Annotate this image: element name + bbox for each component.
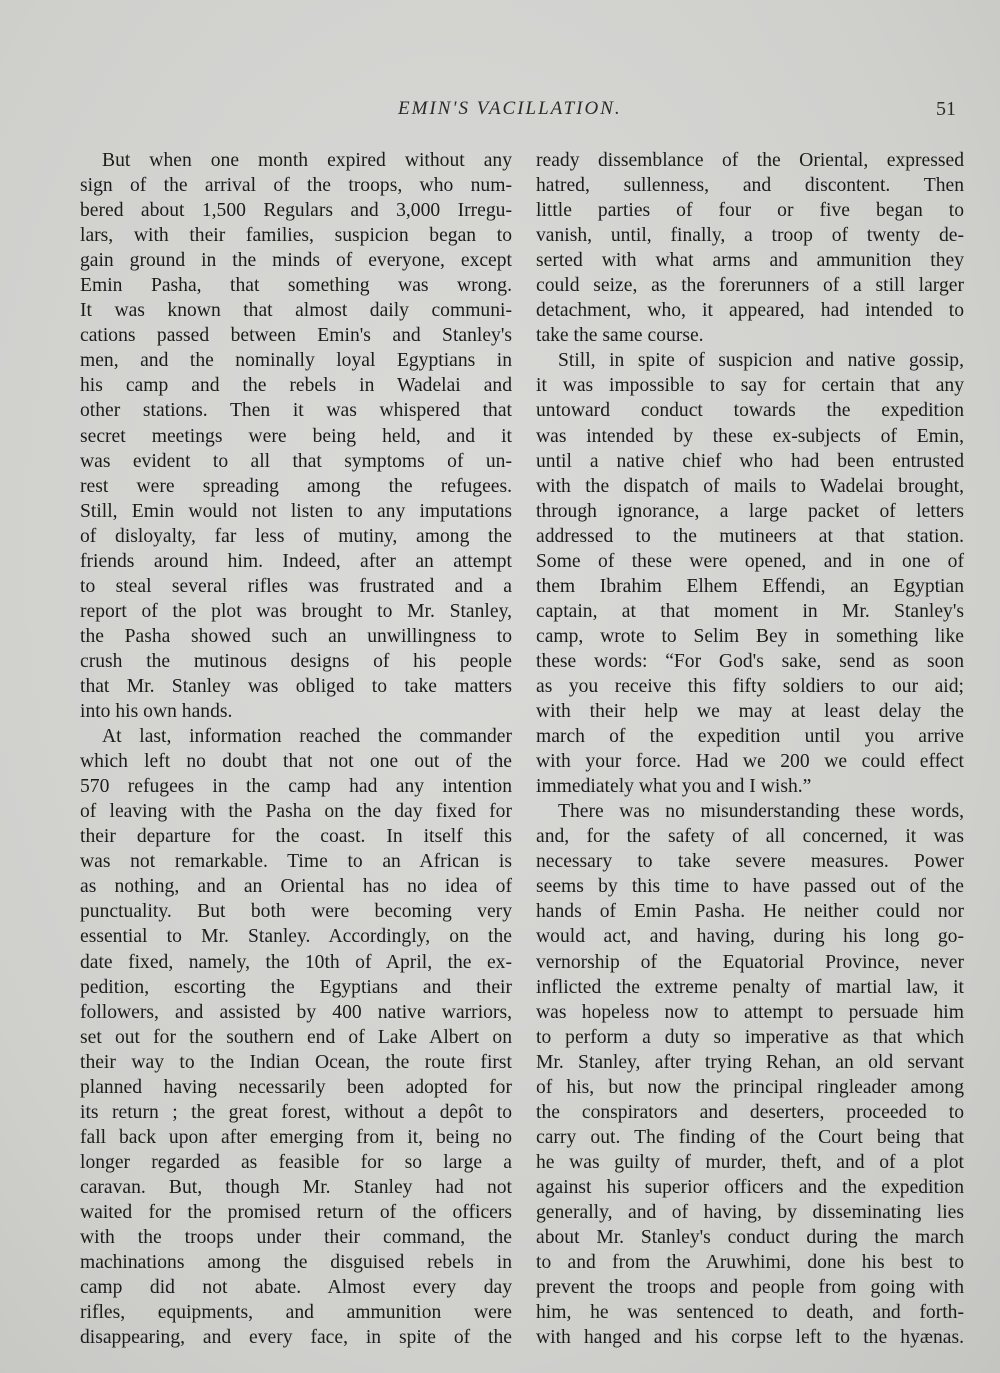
text-line: There was no misunderstanding these words, <box>558 801 964 823</box>
text-line: necessary to take severe measures. Power <box>536 851 964 873</box>
text-line: essential to Mr. Stanley. Accordingly, on the <box>80 926 512 948</box>
text-line: vanish, until, finally, a troop of twenty de- <box>536 225 964 247</box>
text-line: camp, wrote to Selim Bey in something like <box>536 625 964 647</box>
text-line: sign of the arrival of the troops, who num- <box>80 175 512 197</box>
text-line: seems by this time to have passed out of the <box>536 876 964 898</box>
text-line: longer regarded as feasible for so large a <box>80 1151 512 1173</box>
text-line: fall back upon after emerging from it, being no <box>80 1126 512 1148</box>
text-line: It was known that almost daily communi- <box>80 300 512 322</box>
text-line: it was impossible to say for certain that any <box>536 375 964 397</box>
text-line: Some of these were opened, and in one of <box>536 550 964 572</box>
text-line: until a native chief who had been entrusted <box>536 450 964 472</box>
text-line: secret meetings were being held, and it <box>80 425 512 447</box>
text-line: through ignorance, a large packet of letters <box>536 500 964 522</box>
text-line: with the dispatch of mails to Wadelai brought, <box>536 475 964 497</box>
text-line: with your force. Had we 200 we could effect <box>536 751 964 773</box>
text-line: report of the plot was brought to Mr. Stanley, <box>80 600 512 622</box>
text-line: about Mr. Stanley's conduct during the march <box>536 1227 964 1249</box>
text-line: hands of Emin Pasha. He neither could nor <box>536 901 964 923</box>
text-line: take the same course. <box>536 325 704 347</box>
text-line: Emin Pasha, that something was wrong. <box>80 275 512 297</box>
text-line: planned having necessarily been adopted for <box>80 1076 512 1098</box>
text-line: into his own hands. <box>80 701 233 723</box>
text-line: pedition, escorting the Egyptians and their <box>80 976 512 998</box>
text-line: its return ; the great forest, without a depôt to <box>80 1101 512 1123</box>
text-line: as you receive this fifty soldiers to our aid; <box>536 675 964 697</box>
text-line: of his, but now the principal ringleader among <box>536 1076 964 1098</box>
text-line: to steal several rifles was frustrated and a <box>80 575 512 597</box>
text-line: was not remarkable. Time to an African is <box>80 851 512 873</box>
text-line: was hopeless now to attempt to persuade him <box>536 1001 964 1023</box>
text-line: Mr. Stanley, after trying Rehan, an old servant <box>536 1051 964 1073</box>
text-line: and, for the safety of all concerned, it was <box>536 826 964 848</box>
text-line: punctuality. But both were becoming very <box>80 901 512 923</box>
text-line: inflicted the extreme penalty of martial law, it <box>536 976 964 998</box>
text-line: was intended by these ex-subjects of Emin, <box>536 425 964 447</box>
text-line: machinations among the disguised rebels in <box>80 1252 512 1274</box>
text-line: of disloyalty, far less of mutiny, among the <box>80 525 512 547</box>
left-text-column <box>80 148 512 1350</box>
text-line: prevent the troops and people from going with <box>536 1277 964 1299</box>
text-line: carry out. The finding of the Court being that <box>536 1126 964 1148</box>
text-line: caravan. But, though Mr. Stanley had not <box>80 1176 512 1198</box>
running-head: EMIN'S VACILLATION. <box>398 98 622 119</box>
text-line: hatred, sullenness, and discontent. Then <box>536 175 964 197</box>
text-line: disappearing, and every face, in spite of the <box>80 1327 512 1349</box>
text-line: was evident to all that symptoms of un- <box>80 450 512 472</box>
text-line: men, and the nominally loyal Egyptians in <box>80 350 512 372</box>
text-line: 570 refugees in the camp had any intention <box>80 776 512 798</box>
text-line: with their help we may at least delay the <box>536 701 964 723</box>
text-line: their way to the Indian Ocean, the route first <box>80 1051 512 1073</box>
text-line: serted with what arms and ammunition they <box>536 250 964 272</box>
text-line: his camp and the rebels in Wadelai and <box>80 375 512 397</box>
text-line: of leaving with the Pasha on the day fixed for <box>80 801 512 823</box>
text-line: with the troops under their command, the <box>80 1227 512 1249</box>
text-line: them Ibrahim Elhem Effendi, an Egyptian <box>536 575 964 597</box>
text-line: cations passed between Emin's and Stanley's <box>80 325 512 347</box>
text-line: captain, at that moment in Mr. Stanley's <box>536 600 964 622</box>
text-line: Still, Emin would not listen to any imputations <box>80 500 512 522</box>
text-line: would act, and having, during his long go- <box>536 926 964 948</box>
text-line: against his superior officers and the expedition <box>536 1176 964 1198</box>
text-line: march of the expedition until you arrive <box>536 726 964 748</box>
text-line: as nothing, and an Oriental has no idea of <box>80 876 512 898</box>
text-line: date fixed, namely, the 10th of April, the ex- <box>80 951 512 973</box>
text-line: crush the mutinous designs of his people <box>80 650 512 672</box>
text-line: he was guilty of murder, theft, and of a plot <box>536 1151 964 1173</box>
text-line: these words: “For God's sake, send as soon <box>536 650 964 672</box>
text-line: that Mr. Stanley was obliged to take matters <box>80 675 512 697</box>
text-line: camp did not abate. Almost every day <box>80 1277 512 1299</box>
text-line: generally, and of having, by disseminating lies <box>536 1201 964 1223</box>
text-line: lars, with their families, suspicion began to <box>80 225 512 247</box>
text-line: followers, and assisted by 400 native warriors, <box>80 1001 512 1023</box>
text-line: to perform a duty so imperative as that which <box>536 1026 964 1048</box>
text-line: the Pasha showed such an unwillingness to <box>80 625 512 647</box>
text-line: gain ground in the minds of everyone, except <box>80 250 512 272</box>
text-line: At last, information reached the commander <box>102 726 512 748</box>
text-line: friends around him. Indeed, after an attempt <box>80 550 512 572</box>
text-line: vernorship of the Equatorial Province, never <box>536 951 964 973</box>
text-line: detachment, who, it appeared, had intended to <box>536 300 964 322</box>
text-line: with hanged and his corpse left to the hyænas. <box>536 1327 964 1349</box>
text-line: addressed to the mutineers at that station. <box>536 525 964 547</box>
page-number: 51 <box>936 98 956 120</box>
text-line: rest were spreading among the refugees. <box>80 475 512 497</box>
text-line: the conspirators and deserters, proceeded to <box>536 1101 964 1123</box>
text-line: to and from the Aruwhimi, done his best to <box>536 1252 964 1274</box>
text-line: immediately what you and I wish.” <box>536 776 812 798</box>
text-line: ready dissemblance of the Oriental, expressed <box>536 150 964 171</box>
text-line: could seize, as the forerunners of a still larger <box>536 275 964 297</box>
text-line: untoward conduct towards the expedition <box>536 400 964 422</box>
text-line: Still, in spite of suspicion and native gossip, <box>558 350 964 372</box>
text-line: waited for the promised return of the officers <box>80 1201 512 1223</box>
text-line: set out for the southern end of Lake Albert on <box>80 1026 512 1048</box>
right-text-column <box>536 148 964 1350</box>
text-line: bered about 1,500 Regulars and 3,000 Irregu- <box>80 200 512 222</box>
text-line: little parties of four or five began to <box>536 200 964 222</box>
text-line: him, he was sentenced to death, and forth- <box>536 1302 964 1324</box>
text-line: But when one month expired without any <box>102 150 512 171</box>
text-line: other stations. Then it was whispered that <box>80 400 512 422</box>
text-line: their departure for the coast. In itself this <box>80 826 512 848</box>
text-line: which left no doubt that not one out of the <box>80 751 512 773</box>
text-line: rifles, equipments, and ammunition were <box>80 1302 512 1324</box>
page-header <box>0 98 1000 128</box>
